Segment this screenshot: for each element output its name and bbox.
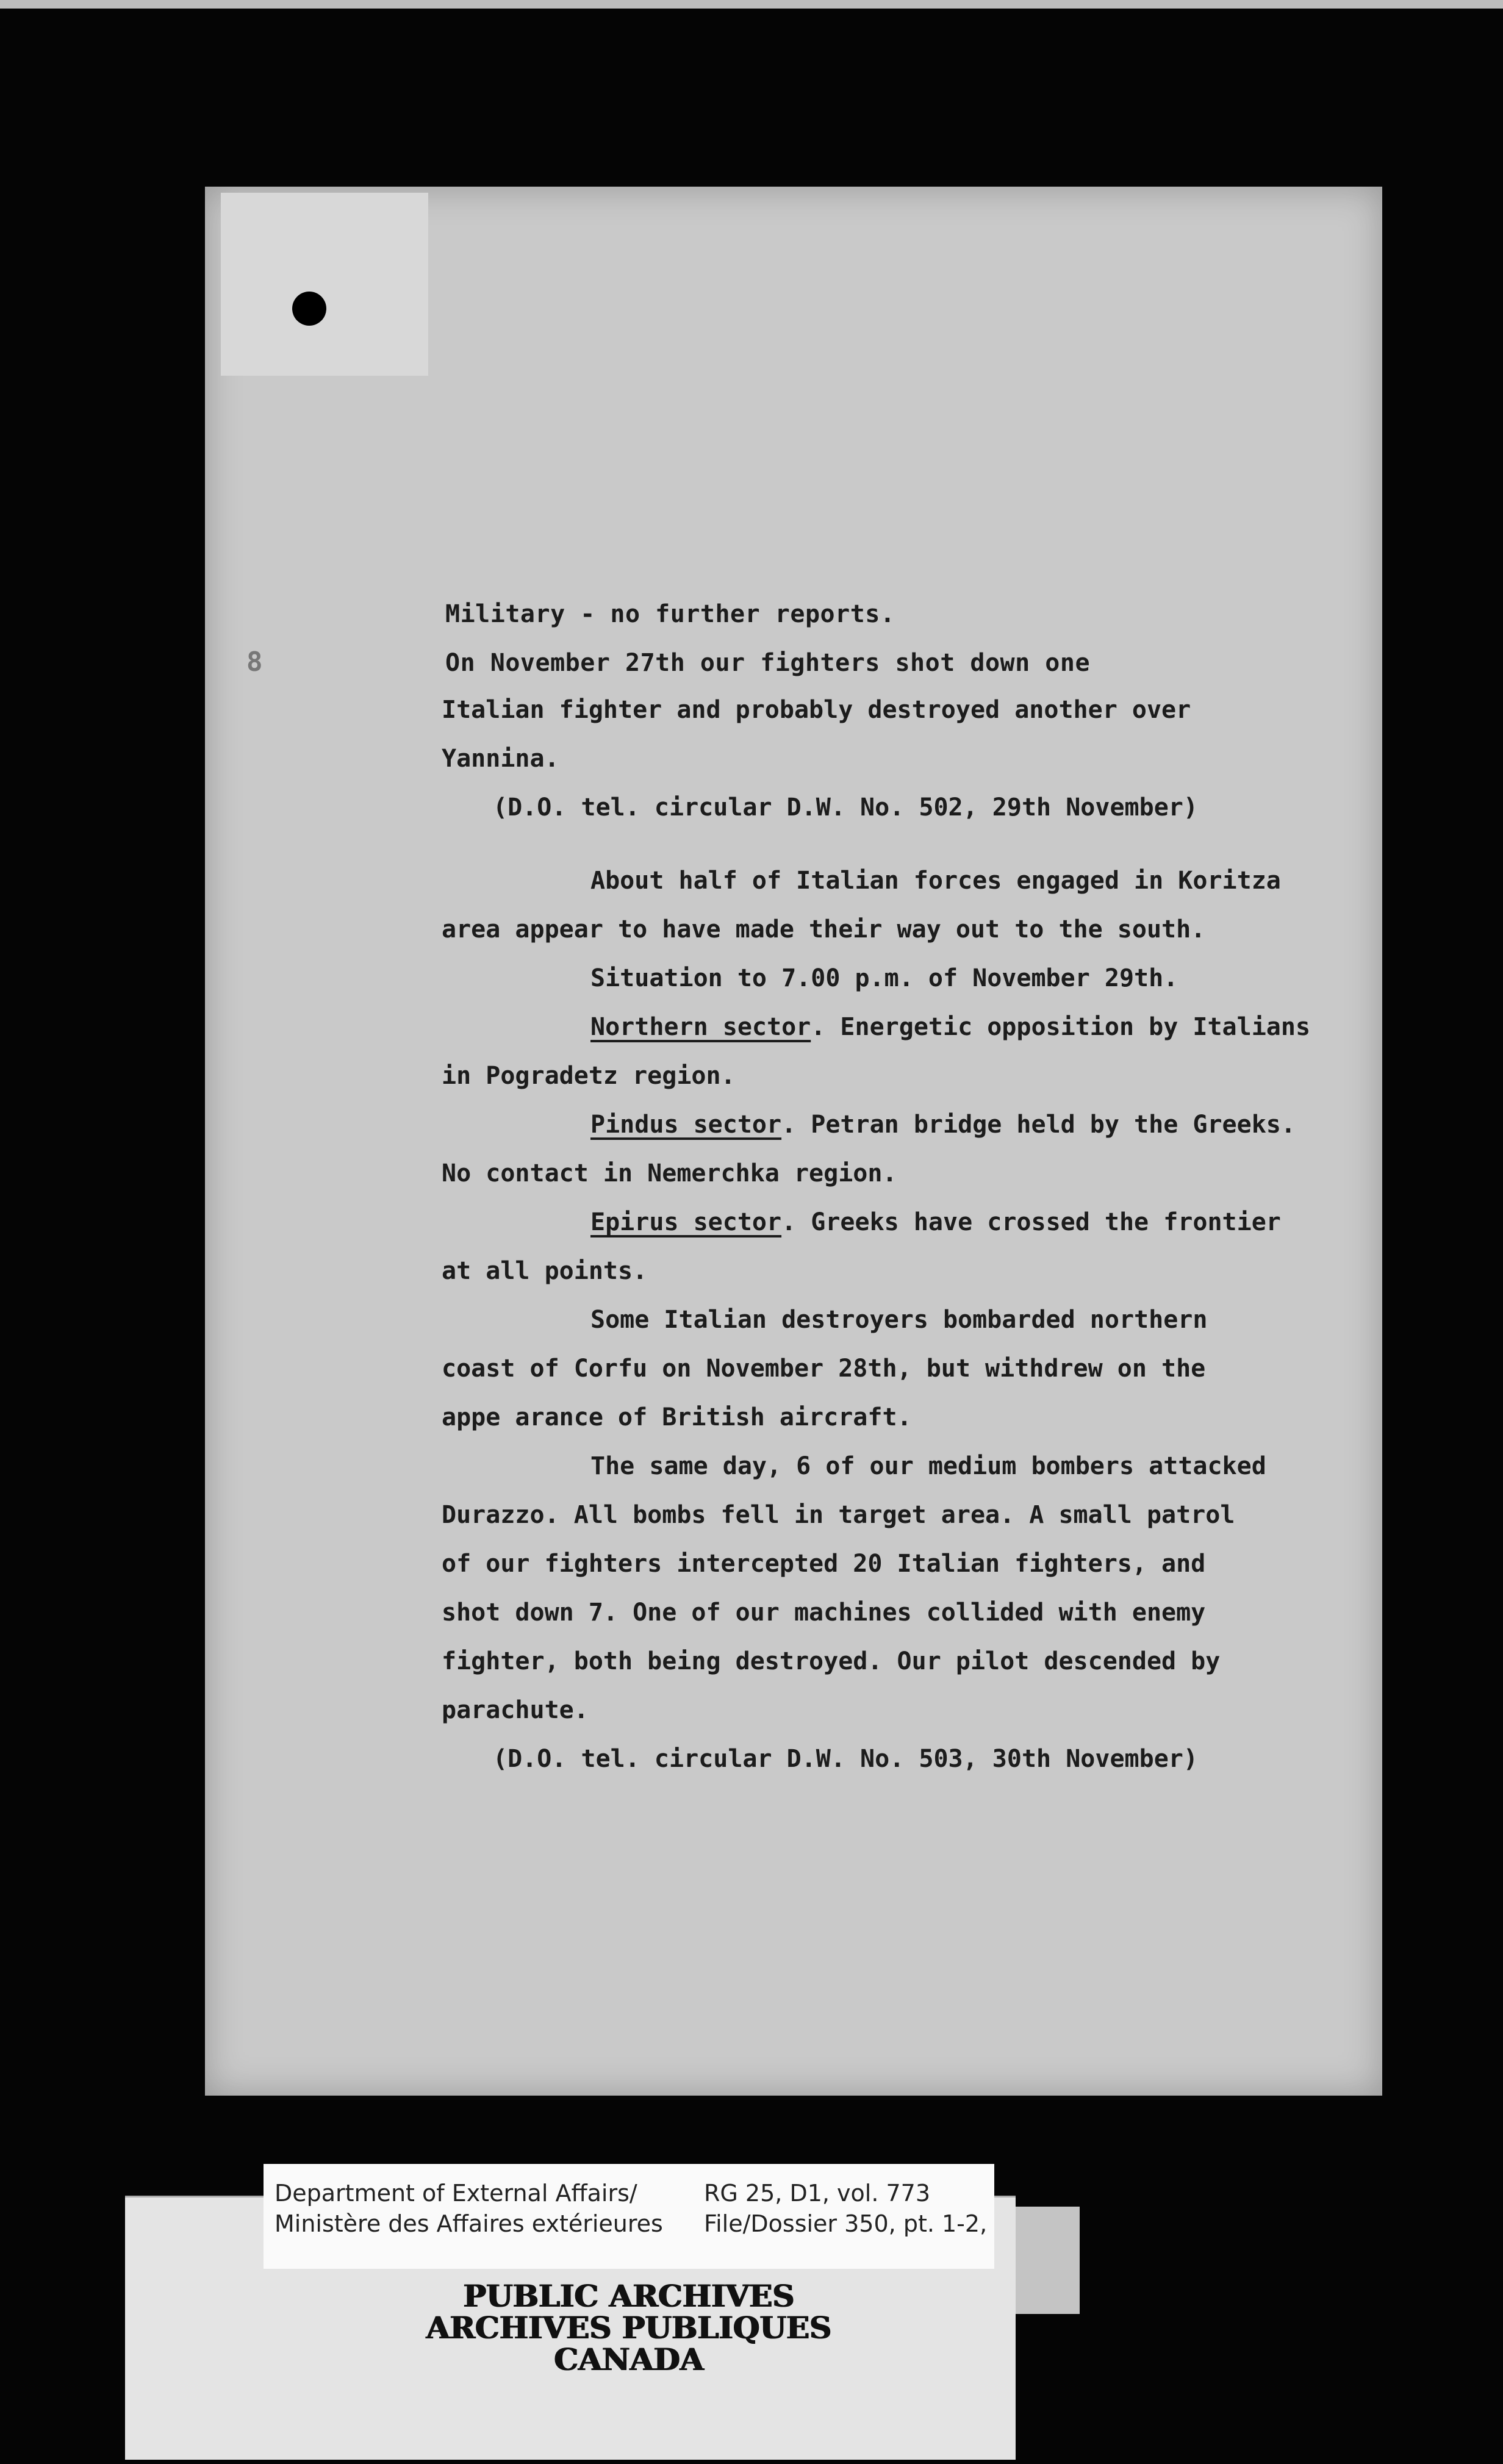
text-line: Some Italian destroyers bombarded northern xyxy=(590,1306,1208,1334)
stamp-line-3: CANADA xyxy=(553,2341,703,2377)
sector-line: Northern sector. Energetic opposition by Italians xyxy=(590,1013,1311,1041)
sector-heading: Epirus sector xyxy=(590,1208,782,1236)
text-line: coast of Corfu on November 28th, but withdrew on the xyxy=(442,1355,1206,1383)
text-line: Situation to 7.00 p.m. of November 29th. xyxy=(590,964,1178,992)
text-line: Military - no further reports. xyxy=(445,600,895,628)
text-line: area appear to have made their way out to the south. xyxy=(442,915,1206,944)
text-line: appe arance of British aircraft. xyxy=(442,1403,912,1431)
text-line: No contact in Nemerchka region. xyxy=(442,1159,897,1187)
text-line: in Pogradetz region. xyxy=(442,1062,736,1090)
text-line: shot down 7. One of our machines collided with enemy xyxy=(442,1599,1206,1627)
text-line: Energetic opposition by Italians xyxy=(840,1013,1311,1041)
sector-heading: Pindus sector xyxy=(590,1111,782,1139)
department-fr: Ministère des Affaires extérieures xyxy=(274,2210,663,2237)
text-line: (D.O. tel. circular D.W. No. 502, 29th November) xyxy=(493,793,1198,822)
text-line: The same day, 6 of our medium bombers attacked xyxy=(590,1452,1266,1480)
sector-heading: Northern sector xyxy=(590,1013,811,1041)
text-line: fighter, both being destroyed. Our pilot descended by xyxy=(442,1647,1221,1675)
margin-mark: 8 xyxy=(246,646,263,678)
archive-label xyxy=(264,2164,994,2269)
file-reference: File/Dossier 350, pt. 1-2, xyxy=(704,2210,988,2237)
text-line: Petran bridge held by the Greeks. xyxy=(811,1111,1296,1139)
text-line: Yannina. xyxy=(442,745,559,773)
text-line: On November 27th our fighters shot down one xyxy=(445,649,1091,677)
sector-line: Pindus sector. Petran bridge held by the Greeks. xyxy=(590,1111,1296,1139)
stamp-line-1: PUBLIC ARCHIVES xyxy=(462,2278,794,2314)
stamp-line-2: ARCHIVES PUBLIQUES xyxy=(425,2310,831,2346)
text-line: About half of Italian forces engaged in Koritza xyxy=(590,867,1281,895)
text-line: Italian fighter and probably destroyed another over xyxy=(442,696,1191,724)
text-line: parachute. xyxy=(442,1696,589,1724)
record-group: RG 25, D1, vol. 773 xyxy=(704,2180,931,2207)
text-line: Durazzo. All bombs fell in target area. A small patrol xyxy=(442,1501,1235,1529)
sector-line: Epirus sector. Greeks have crossed the frontier xyxy=(590,1208,1281,1236)
text-line: Greeks have crossed the frontier xyxy=(811,1208,1281,1236)
text-line: at all points. xyxy=(442,1257,648,1285)
department-en: Department of External Affairs/ xyxy=(274,2180,637,2207)
text-line: (D.O. tel. circular D.W. No. 503, 30th November) xyxy=(493,1745,1198,1773)
text-line: of our fighters intercepted 20 Italian fighters, and xyxy=(442,1550,1206,1578)
